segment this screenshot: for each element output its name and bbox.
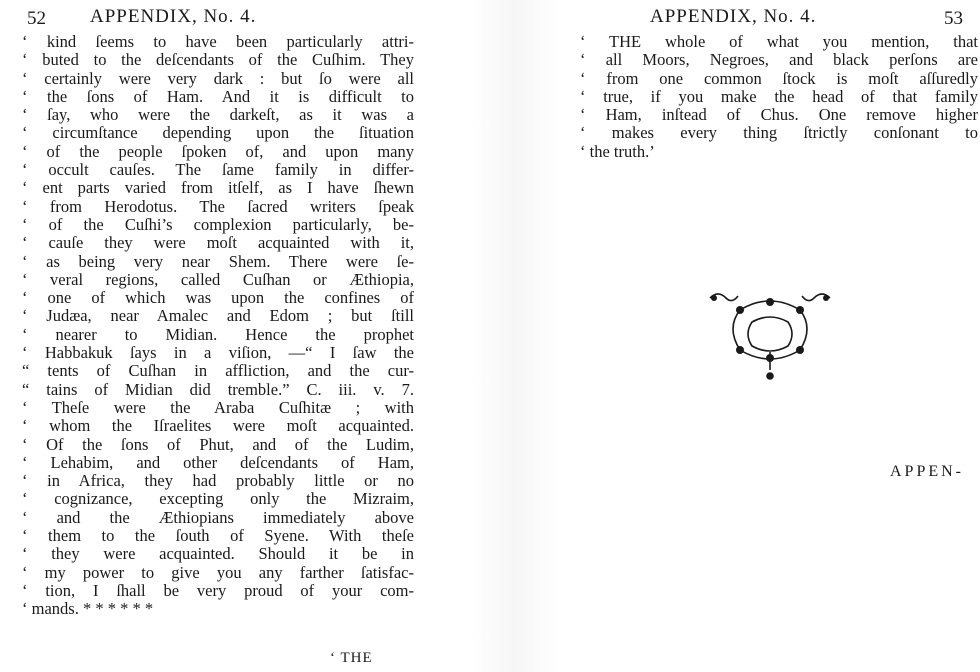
text-line: ‘ cauſe they were moſt acquainted with it, [22, 233, 414, 253]
text-line: ‘ mands. * * * * * * [22, 599, 154, 619]
text-line: ‘ ent parts varied from itſelf, as I have ſhewn [22, 178, 414, 198]
text-line: ‘ nearer to Midian. Hence the prophet [22, 324, 414, 344]
printers-ornament-icon [700, 280, 840, 390]
text-line: ‘ whom the Iſraelites were moſt acquainted. [22, 416, 414, 436]
text-line: ‘ makes every thing ſtrictly conſonant to [580, 123, 978, 143]
text-line: ‘ true, if you make the head of that family [580, 86, 978, 106]
body-text [22, 33, 414, 619]
text-line: ‘ from Herodotus. The ſacred writers ſpeak [22, 196, 414, 216]
text-line: ‘ occult cauſes. The ſame family in differ- [22, 160, 414, 180]
text-line: ‘ buted to the deſcendants of the Cuſhim. They [22, 50, 414, 70]
book-gutter [470, 0, 560, 672]
text-line: ‘ in Africa, they had probably little or no [22, 471, 414, 491]
text-line: ‘ from one common ſtock is moſt aſſuredly [580, 68, 978, 88]
text-line: ‘ one of which was upon the confines of [22, 288, 414, 308]
left-page [0, 0, 470, 672]
text-line: ‘ of the people ſpoken of, and upon many [22, 141, 414, 161]
text-line: ‘ tion, I ſhall be very proud of your com- [22, 580, 414, 600]
text-line: ‘ THE whole of what you mention, that [580, 32, 978, 51]
text-line: “ tents of Cuſhan in affliction, and the cur- [22, 361, 414, 381]
text-line: ‘ veral regions, called Cuſhan or Æthiopia, [22, 269, 414, 289]
text-line: “ tains of Midian did tremble.” C. iii. v. 7. [22, 379, 414, 399]
running-head: APPENDIX, No. 4. [90, 6, 257, 27]
catchword: ‘ THE [330, 650, 373, 666]
text-line: ‘ the truth.’ [580, 141, 655, 161]
catchword: APPEN- [890, 463, 965, 480]
running-head: APPENDIX, No. 4. [650, 6, 817, 27]
text-line: ‘ Ham, inſtead of Chus. One remove higher [580, 105, 978, 125]
text-line: ‘ the ſons of Ham. And it is difficult to [22, 86, 414, 106]
text-line: ‘ my power to give you any farther ſatisfac- [22, 562, 414, 582]
page-number: 53 [944, 8, 963, 29]
text-line: ‘ Theſe were the Araba Cuſhitæ ; with [22, 397, 414, 417]
text-line: ‘ them to the ſouth of Syene. With theſe [22, 526, 414, 546]
text-line: ‘ Habbakuk ſays in a viſion, —“ I ſaw the [22, 343, 414, 363]
right-page [560, 0, 980, 672]
body-text [580, 33, 978, 161]
text-line: ‘ circumſtance depending upon the ſituation [22, 123, 414, 143]
text-line: ‘ Judæa, near Amalec and Edom ; but ſtill [22, 306, 414, 326]
text-line: ‘ Lehabim, and other deſcendants of Ham, [22, 452, 414, 472]
text-line: ‘ Of the ſons of Phut, and of the Ludim, [22, 434, 414, 454]
text-line: ‘ kind ſeems to have been particularly attri- [22, 32, 414, 51]
text-line: ‘ certainly were very dark : but ſo were all [22, 68, 414, 88]
text-line: ‘ they were acquainted. Should it be in [22, 544, 414, 564]
text-line: ‘ cognizance, excepting only the Mizraim, [22, 489, 414, 509]
text-line: ‘ ſay, who were the darkeſt, as it was a [22, 105, 414, 125]
text-line: ‘ as being very near Shem. There were ſe- [22, 251, 414, 271]
text-line: ‘ and the Æthiopians immediately above [22, 507, 414, 527]
text-line: ‘ of the Cuſhi’s complexion particularly, be- [22, 214, 414, 234]
page-number: 52 [27, 8, 46, 29]
text-line: ‘ all Moors, Negroes, and black perſons are [580, 50, 978, 70]
